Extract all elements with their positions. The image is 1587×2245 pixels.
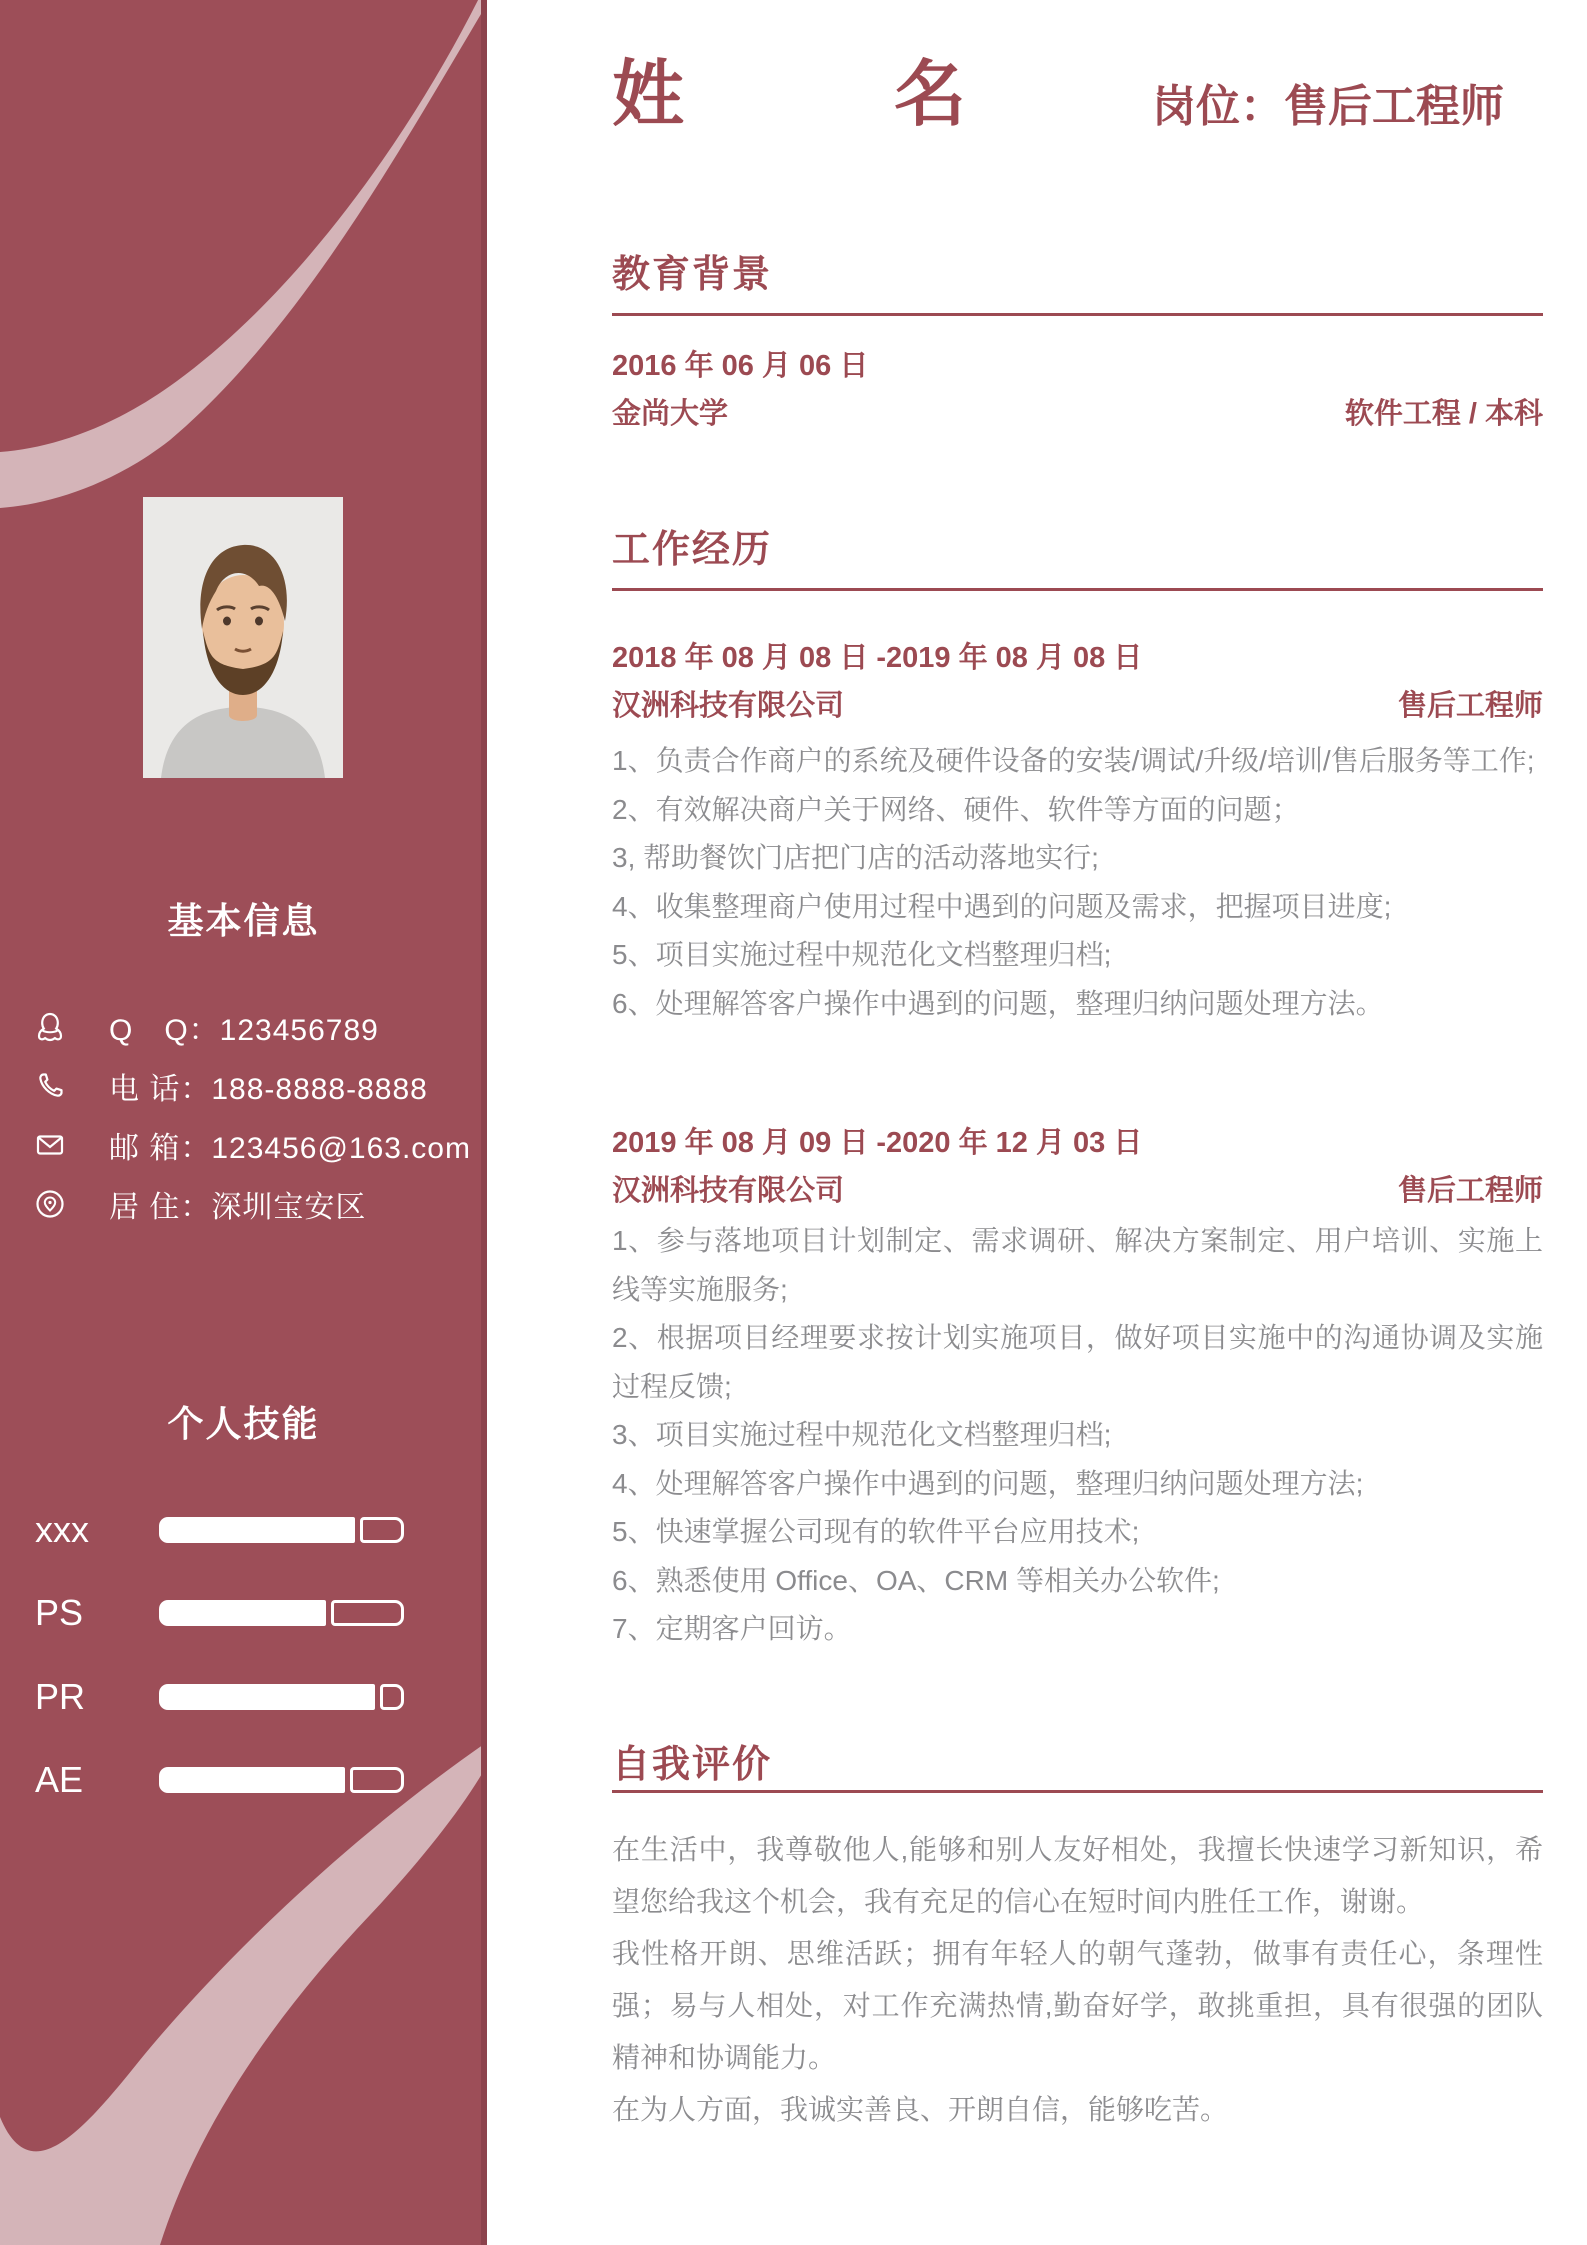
- evaluation-paragraph: 我性格开朗、思维活跃；拥有年轻人的朝气蓬勃，做事有责任心，条理性强；易与人相处，对工作充满热情,勤奋好学，敢挑重担，具有很强的团队精神和协调能力。: [612, 1938, 1543, 2073]
- evaluation-rule: [612, 1790, 1543, 1793]
- evaluation-paragraph: 在生活中，我尊敬他人,能够和别人友好相处，我擅长快速学习新知识，希望您给我这个机会，我有充足的信心在短时间内胜任工作，谢谢。: [612, 1834, 1543, 1917]
- evaluation-paragraph: 在为人方面，我诚实善良、开朗自信，能够吃苦。: [612, 2094, 1229, 2125]
- job2-bullet: 3、项目实施过程中规范化文档整理归档;: [612, 1419, 1112, 1450]
- candidate-name: 姓 名: [612, 55, 1062, 135]
- skill-label: xxx: [35, 1509, 89, 1550]
- work-section-title: 工作经历: [612, 529, 773, 571]
- education-school: 金尚大学: [612, 398, 729, 430]
- job1-bullet: 4、收集整理商户使用过程中遇到的问题及需求，把握项目进度;: [612, 890, 1392, 922]
- skill-bar: [159, 1767, 404, 1793]
- evaluation-section-title: 自我评价: [612, 1744, 773, 1786]
- job2-bullets: [612, 1217, 1543, 1654]
- skill-row-ps: [0, 1592, 487, 1633]
- job2-period: 2019 年 08 月 09 日 -2020 年 12 月 03 日: [612, 1127, 1143, 1159]
- skill-bar: [159, 1684, 404, 1710]
- contact-address-text: 居 住：深圳宝安区: [109, 1191, 367, 1224]
- phone-icon: [33, 1069, 67, 1103]
- skills-title: 个人技能: [167, 1403, 320, 1444]
- skill-row-pr: [0, 1676, 487, 1717]
- position-title: 岗位：售后工程师: [1152, 82, 1504, 131]
- contact-email: [33, 1116, 471, 1174]
- top-swoosh-decoration: [0, 0, 487, 560]
- job1-bullet: 1、负责合作商户的系统及硬件设备的安装/调试/升级/培训/售后服务等工作;: [612, 745, 1535, 776]
- skill-label: PS: [35, 1592, 84, 1633]
- job2-bullet: 7、定期客户回访。: [612, 1613, 852, 1644]
- education-section-title: 教育背景: [612, 254, 773, 296]
- job1-period: 2018 年 08 月 08 日 -2019 年 08 月 08 日: [612, 642, 1143, 674]
- education-major: 软件工程 / 本科: [1344, 398, 1543, 430]
- skill-bar: [159, 1517, 404, 1543]
- job1-bullet: 6、处理解答客户操作中遇到的问题，整理归纳问题处理方法。: [612, 987, 1384, 1019]
- job1-bullet: 3, 帮助餐饮门店把门店的活动落地实行;: [612, 842, 1099, 873]
- job1-bullet: 2、有效解决商户关于网络、硬件、软件等方面的问题；: [612, 793, 1300, 825]
- evaluation-paragraphs: [612, 1824, 1543, 2136]
- job2-bullet: 6、熟悉使用 Office、OA、CRM 等相关办公软件;: [612, 1564, 1220, 1596]
- contact-phone-text: 电 话：188-8888-8888: [109, 1073, 428, 1106]
- contact-phone: [33, 1057, 428, 1115]
- education-date: 2016 年 06 月 06 日: [612, 350, 869, 382]
- job1-role: 售后工程师: [1397, 690, 1543, 722]
- skill-bar: [159, 1600, 404, 1626]
- job1-bullets: [612, 737, 1543, 1028]
- job2-company: 汉洲科技有限公司: [612, 1175, 845, 1207]
- job1-company: 汉洲科技有限公司: [612, 690, 845, 722]
- sidebar-edge-line: [481, 0, 487, 2245]
- contact-qq: [33, 998, 379, 1056]
- job2-bullet: 2、根据项目经理要求按计划实施项目，做好项目实施中的沟通协调及实施过程反馈;: [612, 1322, 1543, 1402]
- work-rule: [612, 588, 1543, 591]
- job2-bullet: 1、参与落地项目计划制定、需求调研、解决方案制定、用户培训、实施上线等实施服务;: [612, 1225, 1543, 1305]
- location-icon: [33, 1187, 67, 1221]
- mail-icon: [33, 1128, 67, 1162]
- basic-info-title: 基本信息: [167, 900, 320, 941]
- skill-label: PR: [35, 1676, 86, 1717]
- skill-row-xxx: [0, 1509, 487, 1550]
- job1-bullet: 5、项目实施过程中规范化文档整理归档;: [612, 939, 1112, 970]
- job2-bullet: 4、处理解答客户操作中遇到的问题，整理归纳问题处理方法;: [612, 1467, 1364, 1499]
- job2-role: 售后工程师: [1397, 1175, 1543, 1207]
- sidebar: [0, 0, 487, 2245]
- contact-address: [33, 1175, 366, 1233]
- job2-bullet: 5、快速掌握公司现有的软件平台应用技术;: [612, 1516, 1140, 1547]
- contact-email-text: 邮 箱：123456@163.com: [109, 1132, 471, 1165]
- qq-icon: [33, 1010, 67, 1044]
- education-rule: [612, 313, 1543, 316]
- bottom-swoosh-decoration: [0, 1730, 487, 2245]
- skill-row-ae: [0, 1759, 487, 1800]
- skill-label: AE: [35, 1759, 84, 1800]
- profile-photo: [143, 497, 343, 778]
- contact-qq-text: Q Q：123456789: [109, 1014, 379, 1047]
